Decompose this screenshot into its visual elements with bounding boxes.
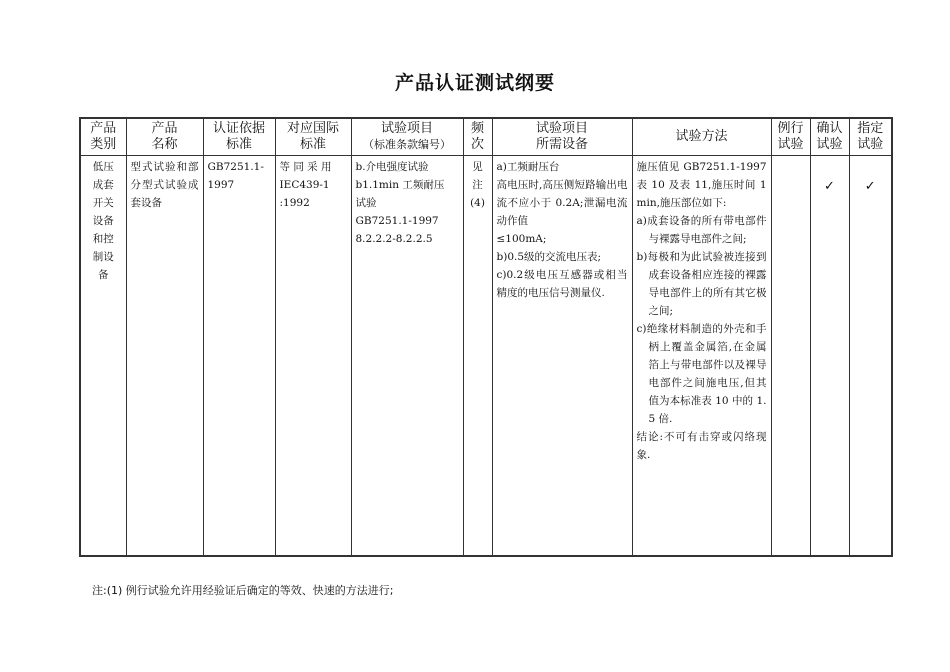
cell-product-name: 型式试验和部分型式试验成套设备 <box>126 156 203 557</box>
cell-category: 低压 成套 开关 设备 和控 制设 备 <box>80 156 126 557</box>
check-mark-icon: ✓ <box>849 156 892 557</box>
header-test-item: 试验项目 （标准条款编号） <box>351 118 463 156</box>
cell-routine-test <box>771 156 810 557</box>
header-product-category: 产品 类别 <box>80 118 126 156</box>
header-row <box>80 118 892 156</box>
header-product-name: 产品 名称 <box>126 118 203 156</box>
header-intl-standard: 对应国际 标准 <box>275 118 351 156</box>
cell-frequency: 见 注 (4) <box>463 156 492 557</box>
header-equipment: 试验项目 所需设备 <box>492 118 632 156</box>
footnote: 注:(1) 例行试验允许用经验证后确定的等效、快速的方法进行; <box>92 584 394 597</box>
cell-intl-standard: 等 同 采 用 IEC439-1 :1992 <box>275 156 351 557</box>
header-routine-test: 例行 试验 <box>771 118 810 156</box>
header-confirm-test: 确认 试验 <box>810 118 849 156</box>
cell-test-method: 施压值见 GB7251.1-1997 表 10 及表 11,施压时间 1min,施压部位如下: a)成套设备的所有带电部件与裸露导电部件之间; b)每极和为此试验被连接到成套设备相应连接的裸露导电部件上的所有其它极之间; c)绝缘材料制造的外壳和手柄上覆盖金属箔,在金属箔上与带电部件以及裸导电部件之间施电压,但其值为本标准表 10 中的 1.5 倍. 结论:不可有击穿或闪络现象. <box>632 156 771 557</box>
test-outline-table <box>79 117 893 557</box>
header-test-method: 试验方法 <box>632 118 771 156</box>
table-row <box>80 156 892 557</box>
header-frequency: 频 次 <box>463 118 492 156</box>
cell-cert-basis: GB7251.1- 1997 <box>203 156 275 557</box>
header-designated-test: 指定 试验 <box>849 118 892 156</box>
check-mark-icon: ✓ <box>810 156 849 557</box>
cell-test-item: b.介电强度试验 b1.1min 工频耐压 试验 GB7251.1-1997 8.2.2.2-8.2.2.5 <box>351 156 463 557</box>
cell-equipment: a)工频耐压台 高电压时,高压侧短路输出电流不应小于 0.2A;泄漏电流动作值 ≤100mA; b)0.5级的交流电压表; c)0.2级电压互感器或相当精度的电压信号测量仪. <box>492 156 632 557</box>
header-cert-basis: 认证依据 标准 <box>203 118 275 156</box>
page-title: 产品认证测试纲要 <box>394 72 555 94</box>
